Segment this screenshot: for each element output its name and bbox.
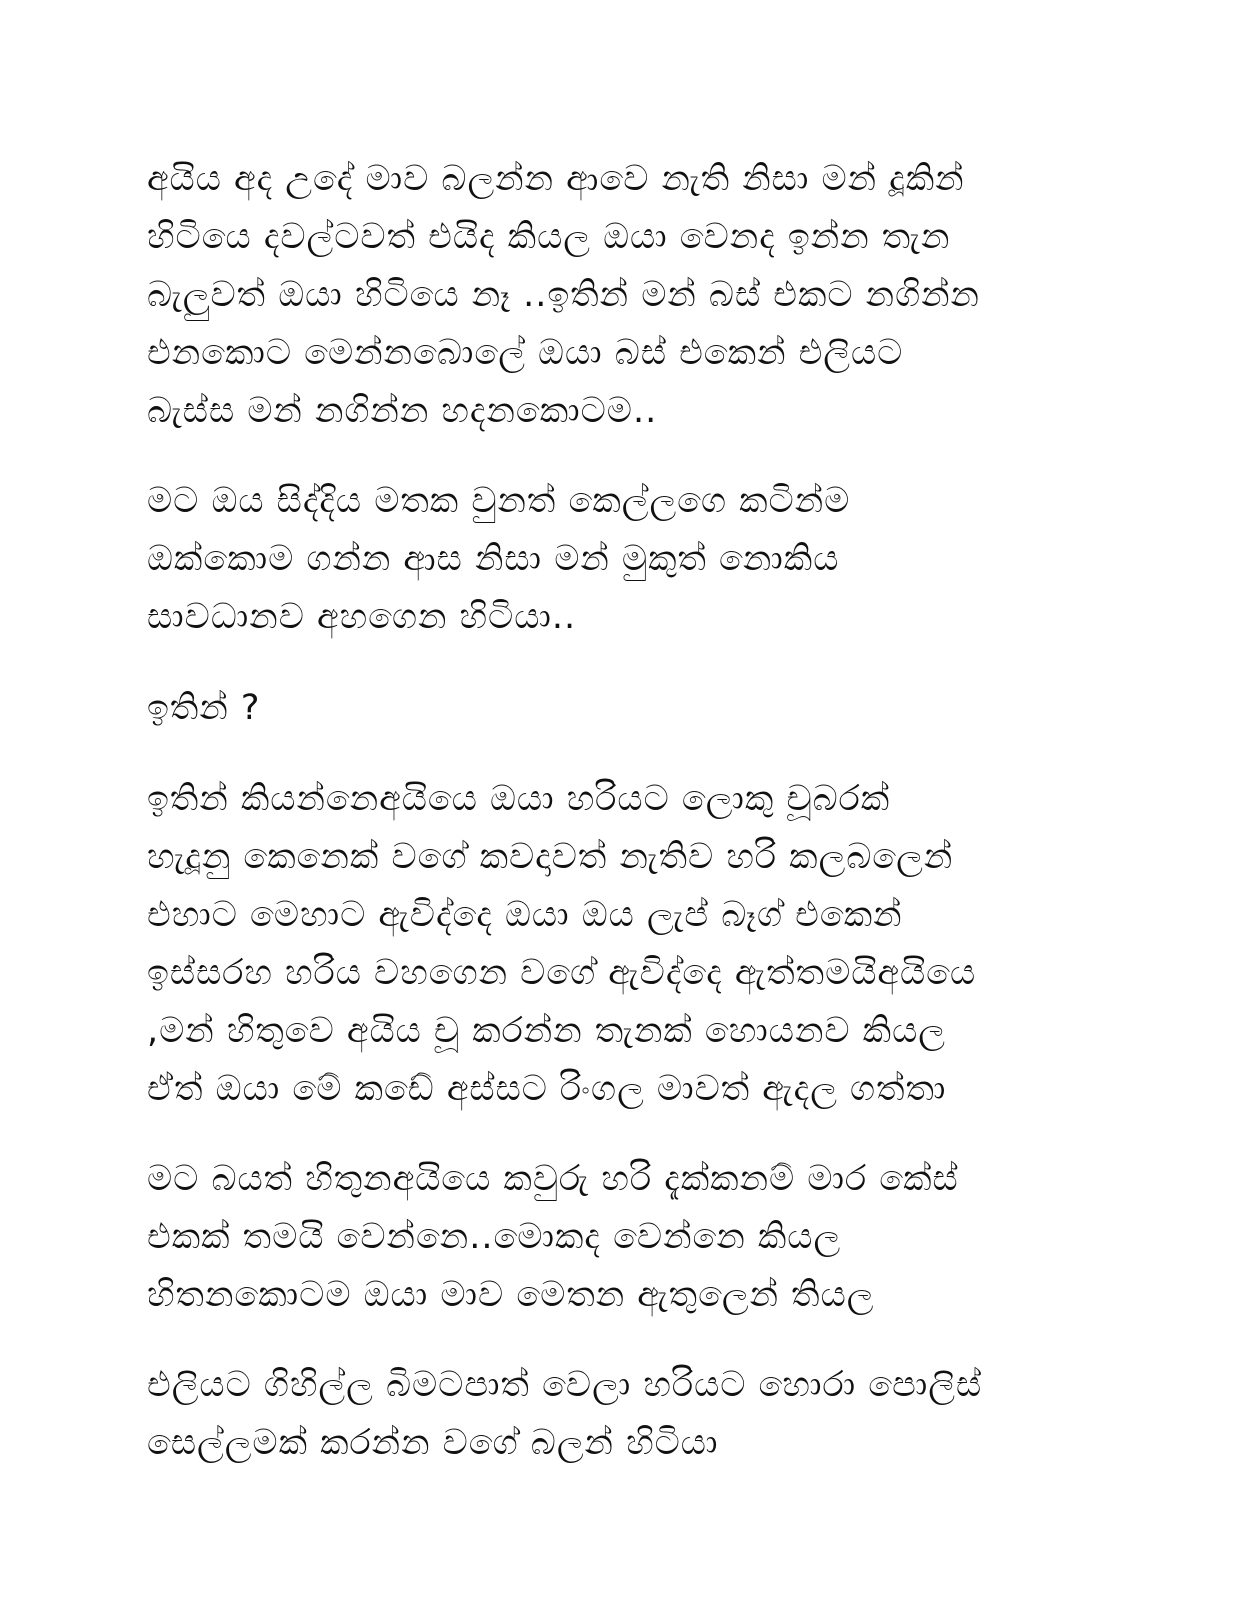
text-line: එකක් තමයි වෙන්නෙ..මොකද වෙන්නෙ කියල	[147, 1217, 842, 1257]
text-line: එලියට ගිහිල්ල බිමටපාත් වෙලා හරියට හොරා පොලිස්	[147, 1365, 983, 1405]
paragraph-3	[147, 678, 1107, 738]
text-line: ඔක්කොම ගන්න ආස නිසා මන් මුකුත් නොකිය	[147, 539, 840, 579]
text-line: ,මන් හිතුවෙ අයිය චූ කරන්න තැනක් හොයනව කියල	[147, 1011, 946, 1051]
text-line: හිටියෙ දවල්ටවත් එයිද කියල ඔයා වෙනද ඉන්න තැන	[147, 217, 951, 257]
text-line: එනකොට මෙන්නබොලේ ඔයා බස් එකෙන් එලියට	[147, 333, 904, 373]
text-line: ඉතින් කියන්නෙඅයියෙ ඔයා හරියට ලොකු චූබරක්	[147, 779, 891, 819]
text-line: සාවධානව අහගෙන හිටියා..	[147, 597, 577, 637]
text-line: මට ඔය සිද්දිය මතක වුනත් කෙල්ලගෙ කටින්ම	[147, 481, 851, 521]
text-line: ඒත් ඔයා මේ කඩේ අස්සට රිංගල මාවත් ඇදල ගත්තා	[147, 1069, 947, 1109]
text-line: හැදූනු කෙනෙක් වගේ කවදාවත් නැතිව හරි කලබලෙන්	[147, 837, 954, 877]
paragraph-1	[147, 150, 1107, 440]
text-line: හිතනකොටම ඔයා මාව මෙතන ඇතුලෙන් තියල	[147, 1275, 875, 1315]
paragraph-5	[147, 1150, 1107, 1324]
text-line: අයිය අද උදේ මාව බලන්න ආවෙ නැති නිසා මන් දූකින්	[147, 159, 965, 199]
text-line: එහාට මෙහාට ඇවිද්දෙ ඔයා ඔය ලැප් බෑග් එකෙන්	[147, 895, 903, 935]
text-line: ඉතින් ?	[147, 688, 261, 728]
text-line: ඉස්සරහ හරිය වහගෙන වගේ ඇවිද්දෙ ඇත්තමයිඅයියෙ	[147, 953, 977, 993]
text-line: බැස්ස මන් නගින්න හදනකොටම..	[147, 391, 658, 431]
text-line: බැලුවත් ඔයා හිටියෙ නෑ ..ඉතින් මන් බස් එකට නගින්න	[147, 275, 980, 315]
text-line: මට බයත් හිතුනඅයියෙ කවුරු හරි දැක්කනම් මාර කේස්	[147, 1159, 959, 1199]
story-text	[147, 150, 1107, 1504]
text-line: සෙල්ලමක් කරන්න වගේ බලන් හිටියා	[147, 1423, 719, 1463]
paragraph-6	[147, 1356, 1107, 1472]
paragraph-2	[147, 472, 1107, 646]
paragraph-4	[147, 770, 1107, 1118]
